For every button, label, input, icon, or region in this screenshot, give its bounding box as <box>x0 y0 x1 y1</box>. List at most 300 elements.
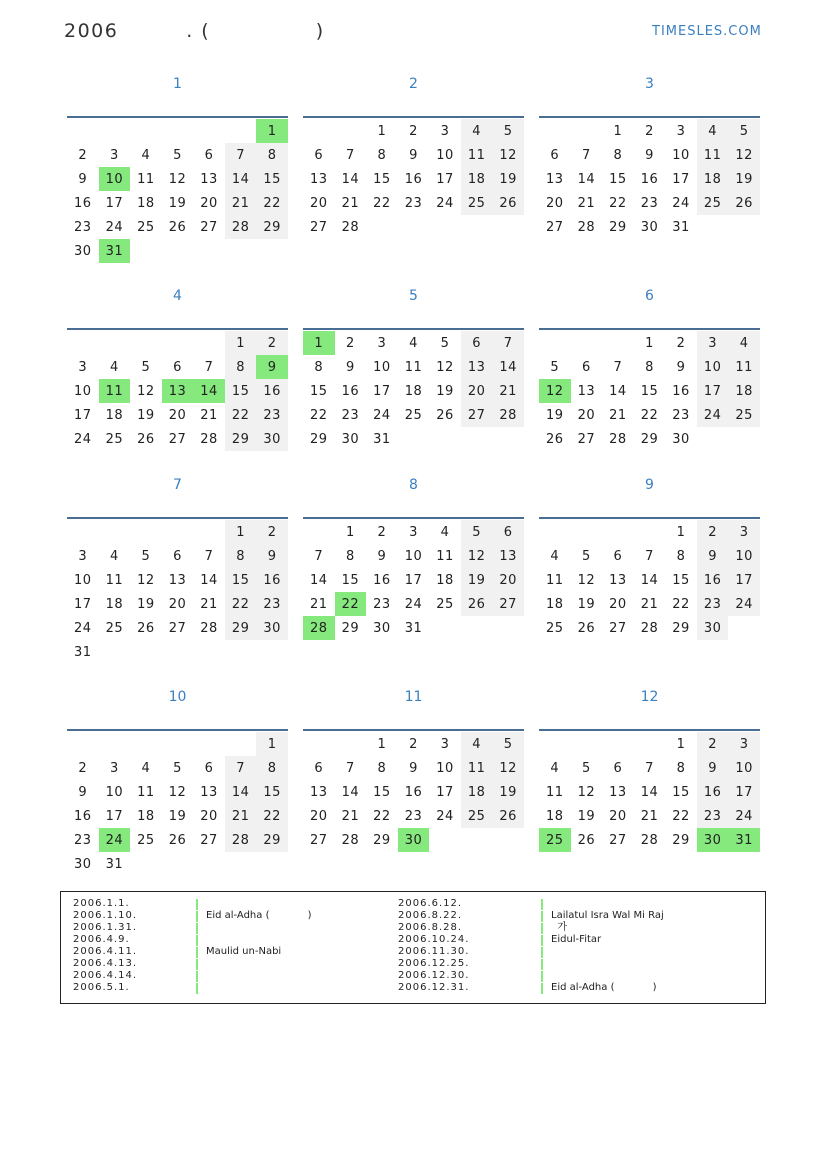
day-cell: 12 <box>577 572 596 588</box>
day-cell: 25 <box>404 407 423 423</box>
day-cell: 12 <box>137 572 155 588</box>
day-cell: 14 <box>341 171 360 187</box>
holiday-row <box>398 958 758 970</box>
day-cell: 11 <box>99 379 131 403</box>
day-cell: 20 <box>546 195 564 211</box>
day-cell: 30 <box>672 431 690 447</box>
day-cell: 26 <box>492 191 524 215</box>
day-cell: 7 <box>204 359 214 375</box>
day-cell: 25 <box>137 832 155 848</box>
day-cell: 27 <box>461 403 493 427</box>
day-cell: 3 <box>409 524 418 540</box>
empty-day-cell <box>130 732 162 756</box>
day-cell: 24 <box>373 407 391 423</box>
day-cell: 25 <box>539 828 571 852</box>
month-rule <box>539 729 760 731</box>
day-cell: 1 <box>377 123 387 139</box>
day-cell: 29 <box>310 431 328 447</box>
day-cell: 22 <box>225 592 257 616</box>
day-cell: 27 <box>200 832 218 848</box>
day-cell: 28 <box>225 215 257 239</box>
day-cell: 3 <box>728 520 760 544</box>
empty-day-cell <box>697 427 729 451</box>
month-grid <box>67 331 288 451</box>
holiday-date: 2006.1.10. <box>73 910 138 921</box>
day-cell: 9 <box>78 171 88 187</box>
day-cell: 2 <box>676 335 686 351</box>
day-cell: 16 <box>672 383 690 399</box>
day-cell: 21 <box>310 596 328 612</box>
day-cell: 27 <box>492 592 524 616</box>
month-title: 4 <box>173 288 182 304</box>
day-cell: 22 <box>609 195 627 211</box>
day-cell: 3 <box>697 331 729 355</box>
day-cell: 27 <box>546 219 564 235</box>
empty-day-cell <box>256 239 288 263</box>
day-cell: 10 <box>697 355 729 379</box>
day-cell: 2 <box>78 760 88 776</box>
day-cell: 9 <box>697 544 729 568</box>
empty-day-cell <box>429 616 461 640</box>
month-title: 9 <box>645 477 654 493</box>
holiday-date: 2006.8.28. <box>398 922 463 933</box>
day-cell: 14 <box>310 572 328 588</box>
day-cell: 26 <box>577 620 596 636</box>
empty-day-cell <box>99 520 131 544</box>
day-cell: 20 <box>168 596 187 612</box>
day-cell: 21 <box>341 808 360 824</box>
day-cell: 23 <box>74 219 92 235</box>
day-cell: 10 <box>436 147 454 163</box>
day-cell: 5 <box>173 147 182 163</box>
day-cell: 22 <box>672 596 690 612</box>
empty-day-cell <box>99 331 131 355</box>
empty-day-cell <box>571 732 603 756</box>
day-cell: 7 <box>492 331 524 355</box>
day-cell: 20 <box>310 195 328 211</box>
day-cell: 17 <box>728 568 760 592</box>
empty-day-cell <box>130 331 162 355</box>
empty-day-cell <box>256 640 288 664</box>
day-cell: 8 <box>256 143 288 167</box>
holiday-row <box>73 934 393 946</box>
day-cell: 25 <box>461 804 493 828</box>
day-cell: 31 <box>728 828 760 852</box>
day-cell: 16 <box>74 808 92 824</box>
day-cell: 26 <box>168 832 187 848</box>
month-grid <box>303 732 524 852</box>
day-cell: 9 <box>256 355 288 379</box>
day-cell: 20 <box>200 808 218 824</box>
empty-day-cell <box>225 239 257 263</box>
empty-day-cell <box>539 331 571 355</box>
month-grid <box>539 331 760 451</box>
empty-day-cell <box>539 520 571 544</box>
holiday-row <box>73 898 393 910</box>
month-title: 7 <box>173 477 182 493</box>
day-cell: 16 <box>640 171 659 187</box>
day-cell: 25 <box>105 431 124 447</box>
day-cell: 9 <box>645 147 654 163</box>
day-cell: 12 <box>492 143 524 167</box>
day-cell: 17 <box>728 780 760 804</box>
day-cell: 20 <box>200 195 218 211</box>
day-cell: 5 <box>550 359 560 375</box>
day-cell: 2 <box>409 123 418 139</box>
day-cell: 7 <box>204 548 214 564</box>
day-cell: 11 <box>137 171 155 187</box>
holiday-row <box>398 970 758 982</box>
day-cell: 6 <box>204 147 214 163</box>
empty-day-cell <box>602 732 634 756</box>
day-cell: 15 <box>672 572 690 588</box>
day-cell: 10 <box>436 760 454 776</box>
empty-day-cell <box>539 732 571 756</box>
day-cell: 21 <box>640 808 659 824</box>
day-cell: 7 <box>314 548 324 564</box>
day-cell: 5 <box>141 359 151 375</box>
day-cell: 18 <box>546 596 564 612</box>
holiday-date: 2006.4.13. <box>73 958 138 969</box>
day-cell: 8 <box>645 359 654 375</box>
day-cell: 20 <box>492 568 524 592</box>
empty-day-cell <box>225 852 257 876</box>
day-cell: 6 <box>550 147 560 163</box>
day-cell: 9 <box>345 359 355 375</box>
day-cell: 9 <box>697 756 729 780</box>
day-cell: 29 <box>225 427 257 451</box>
month-rule <box>303 328 524 330</box>
holiday-row <box>73 910 393 922</box>
day-cell: 2 <box>377 524 387 540</box>
empty-day-cell <box>193 640 225 664</box>
day-cell: 10 <box>74 383 92 399</box>
month-rule <box>303 517 524 519</box>
day-cell: 20 <box>609 808 627 824</box>
day-cell: 8 <box>377 760 387 776</box>
empty-day-cell <box>429 828 461 852</box>
day-cell: 26 <box>461 592 493 616</box>
month-5 <box>303 286 524 447</box>
day-cell: 17 <box>74 596 92 612</box>
empty-day-cell <box>492 427 524 451</box>
holiday-row <box>73 946 393 958</box>
day-cell: 28 <box>225 828 257 852</box>
holiday-marker <box>196 923 198 934</box>
day-cell: 17 <box>105 808 124 824</box>
day-cell: 19 <box>546 407 564 423</box>
month-title: 5 <box>409 288 418 304</box>
day-cell: 16 <box>256 379 288 403</box>
day-cell: 11 <box>697 143 729 167</box>
holiday-date: 2006.10.24. <box>398 934 470 945</box>
day-cell: 28 <box>577 219 596 235</box>
day-cell: 27 <box>609 832 627 848</box>
day-cell: 11 <box>546 572 564 588</box>
empty-day-cell <box>303 732 335 756</box>
day-cell: 12 <box>436 359 454 375</box>
holiday-date: 2006.6.12. <box>398 898 463 909</box>
day-cell: 6 <box>314 760 324 776</box>
month-6 <box>539 286 760 447</box>
day-cell: 6 <box>492 520 524 544</box>
holiday-marker <box>541 947 543 958</box>
month-rule <box>303 729 524 731</box>
day-cell: 6 <box>173 359 182 375</box>
month-grid <box>67 520 288 664</box>
month-9 <box>539 475 760 636</box>
day-cell: 15 <box>225 379 257 403</box>
day-cell: 27 <box>609 620 627 636</box>
empty-day-cell <box>303 119 335 143</box>
empty-day-cell <box>193 732 225 756</box>
day-cell: 5 <box>141 548 151 564</box>
empty-day-cell <box>398 215 430 239</box>
month-rule <box>67 328 288 330</box>
day-cell: 6 <box>613 548 623 564</box>
month-7 <box>67 475 288 660</box>
empty-day-cell <box>429 427 461 451</box>
day-cell: 24 <box>436 195 454 211</box>
day-cell: 10 <box>728 544 760 568</box>
day-cell: 28 <box>609 431 627 447</box>
day-cell: 2 <box>697 520 729 544</box>
day-cell: 26 <box>728 191 760 215</box>
empty-day-cell <box>130 520 162 544</box>
day-cell: 16 <box>341 383 360 399</box>
day-cell: 13 <box>310 784 328 800</box>
empty-day-cell <box>602 331 634 355</box>
day-cell: 19 <box>492 780 524 804</box>
day-cell: 10 <box>404 548 423 564</box>
day-cell: 30 <box>373 620 391 636</box>
day-cell: 4 <box>109 359 119 375</box>
empty-day-cell <box>728 215 760 239</box>
day-cell: 16 <box>697 568 729 592</box>
day-cell: 24 <box>74 620 92 636</box>
day-cell: 23 <box>672 407 690 423</box>
day-cell: 2 <box>345 335 355 351</box>
empty-day-cell <box>162 119 194 143</box>
month-title: 10 <box>168 689 187 705</box>
day-cell: 29 <box>672 620 690 636</box>
month-title: 3 <box>645 76 654 92</box>
holiday-row <box>398 946 758 958</box>
holiday-row <box>398 934 758 946</box>
day-cell: 15 <box>640 383 659 399</box>
day-cell: 27 <box>168 620 187 636</box>
holiday-date: 2006.1.31. <box>73 922 138 933</box>
month-grid <box>303 520 524 640</box>
empty-day-cell <box>225 119 257 143</box>
day-cell: 7 <box>345 147 355 163</box>
day-cell: 5 <box>581 760 591 776</box>
page-title: 2006 . ( ) <box>64 20 325 42</box>
month-title: 8 <box>409 477 418 493</box>
holiday-marker <box>196 971 198 982</box>
day-cell: 31 <box>99 239 131 263</box>
day-cell: 3 <box>676 123 686 139</box>
day-cell: 29 <box>373 832 391 848</box>
day-cell: 1 <box>676 736 686 752</box>
empty-day-cell <box>571 520 603 544</box>
day-cell: 11 <box>546 784 564 800</box>
holiday-marker <box>541 983 543 994</box>
holiday-date: 2006.12.30. <box>398 970 470 981</box>
day-cell: 8 <box>225 544 257 568</box>
day-cell: 15 <box>373 171 391 187</box>
day-cell: 14 <box>200 572 218 588</box>
month-title: 11 <box>404 689 423 705</box>
day-cell: 30 <box>74 856 92 872</box>
month-grid <box>539 520 760 640</box>
day-cell: 30 <box>640 219 659 235</box>
day-cell: 17 <box>105 195 124 211</box>
day-cell: 11 <box>404 359 423 375</box>
day-cell: 9 <box>256 544 288 568</box>
empty-day-cell <box>256 852 288 876</box>
empty-day-cell <box>461 828 493 852</box>
empty-day-cell <box>634 732 666 756</box>
day-cell: 8 <box>676 760 686 776</box>
day-cell: 15 <box>672 784 690 800</box>
holiday-row <box>398 922 758 934</box>
day-cell: 13 <box>546 171 564 187</box>
month-title: 2 <box>409 76 418 92</box>
day-cell: 31 <box>105 856 124 872</box>
day-cell: 25 <box>105 620 124 636</box>
day-cell: 4 <box>550 760 560 776</box>
day-cell: 18 <box>728 379 760 403</box>
holiday-row <box>73 970 393 982</box>
day-cell: 17 <box>697 379 729 403</box>
holiday-name: Lailatul Isra Wal Mi Raj 가 <box>551 910 664 933</box>
day-cell: 21 <box>492 379 524 403</box>
day-cell: 13 <box>492 544 524 568</box>
empty-day-cell <box>728 427 760 451</box>
day-cell: 19 <box>168 195 187 211</box>
day-cell: 14 <box>225 167 257 191</box>
month-4 <box>67 286 288 447</box>
empty-day-cell <box>461 427 493 451</box>
day-cell: 30 <box>697 616 729 640</box>
day-cell: 14 <box>492 355 524 379</box>
day-cell: 14 <box>577 171 596 187</box>
holiday-date: 2006.5.1. <box>73 982 130 993</box>
day-cell: 7 <box>613 359 623 375</box>
empty-day-cell <box>162 640 194 664</box>
day-cell: 9 <box>409 760 418 776</box>
holiday-date: 2006.1.1. <box>73 898 130 909</box>
day-cell: 23 <box>404 808 423 824</box>
month-rule <box>303 116 524 118</box>
day-cell: 24 <box>404 596 423 612</box>
holiday-date: 2006.12.31. <box>398 982 470 993</box>
holiday-column-left <box>73 898 393 994</box>
day-cell: 21 <box>225 191 257 215</box>
day-cell: 23 <box>697 592 729 616</box>
day-cell: 14 <box>341 784 360 800</box>
day-cell: 25 <box>461 191 493 215</box>
day-cell: 20 <box>461 379 493 403</box>
day-cell: 4 <box>461 732 493 756</box>
day-cell: 28 <box>200 431 218 447</box>
month-1 <box>67 74 288 259</box>
month-3 <box>539 74 760 235</box>
day-cell: 4 <box>109 548 119 564</box>
day-cell: 18 <box>105 407 124 423</box>
day-cell: 28 <box>640 620 659 636</box>
empty-day-cell <box>571 331 603 355</box>
day-cell: 24 <box>105 219 124 235</box>
day-cell: 5 <box>492 732 524 756</box>
day-cell: 19 <box>492 167 524 191</box>
day-cell: 18 <box>404 383 423 399</box>
day-cell: 19 <box>461 568 493 592</box>
month-rule <box>67 116 288 118</box>
empty-day-cell <box>492 828 524 852</box>
empty-day-cell <box>162 520 194 544</box>
day-cell: 28 <box>200 620 218 636</box>
empty-day-cell <box>728 616 760 640</box>
day-cell: 10 <box>728 756 760 780</box>
empty-day-cell <box>429 215 461 239</box>
day-cell: 23 <box>256 403 288 427</box>
day-cell: 9 <box>78 784 88 800</box>
day-cell: 1 <box>225 331 257 355</box>
holiday-marker <box>541 959 543 970</box>
day-cell: 13 <box>200 784 218 800</box>
holiday-row <box>73 922 393 934</box>
month-grid <box>539 119 760 239</box>
holiday-marker <box>541 923 543 934</box>
day-cell: 6 <box>461 331 493 355</box>
holiday-date: 2006.12.25. <box>398 958 470 969</box>
holiday-name: Eidul-Fitar <box>551 934 602 945</box>
month-grid <box>303 119 524 239</box>
month-grid <box>67 732 288 876</box>
day-cell: 4 <box>461 119 493 143</box>
day-cell: 12 <box>168 784 187 800</box>
empty-day-cell <box>99 732 131 756</box>
holiday-marker <box>196 935 198 946</box>
empty-day-cell <box>162 732 194 756</box>
day-cell: 31 <box>404 620 423 636</box>
holiday-marker <box>196 911 198 922</box>
holiday-row <box>73 958 393 970</box>
site-brand-link[interactable]: TIMESLES.COM <box>652 24 762 39</box>
month-12 <box>539 687 760 848</box>
day-cell: 2 <box>409 736 418 752</box>
day-cell: 25 <box>728 403 760 427</box>
holiday-name: Maulid un-Nabi <box>206 946 282 957</box>
day-cell: 31 <box>373 431 391 447</box>
day-cell: 28 <box>341 219 360 235</box>
day-cell: 26 <box>137 620 155 636</box>
day-cell: 6 <box>204 760 214 776</box>
day-cell: 1 <box>303 331 335 355</box>
holiday-row <box>398 982 758 994</box>
empty-day-cell <box>602 520 634 544</box>
day-cell: 7 <box>345 760 355 776</box>
day-cell: 18 <box>436 572 454 588</box>
day-cell: 2 <box>256 520 288 544</box>
day-cell: 13 <box>609 572 627 588</box>
day-cell: 2 <box>256 331 288 355</box>
month-grid <box>67 119 288 263</box>
day-cell: 14 <box>609 383 627 399</box>
day-cell: 30 <box>74 243 92 259</box>
